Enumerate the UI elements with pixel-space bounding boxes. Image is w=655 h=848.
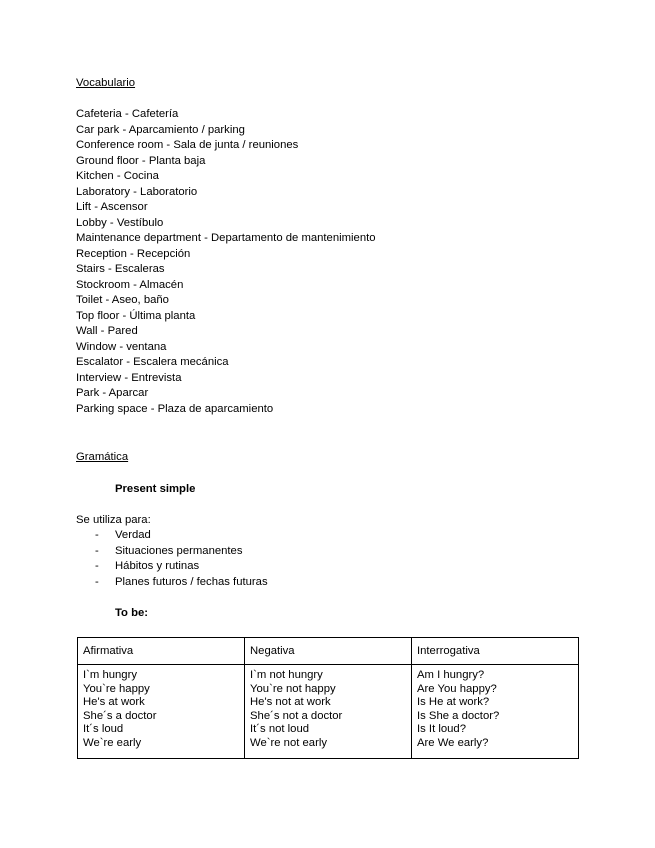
- usage-item: [76, 544, 268, 560]
- vocab-item: Park - Aparcar: [76, 387, 149, 399]
- vocab-item: Car park - Aparcamiento / parking: [76, 123, 245, 136]
- header-interrogativa: Interrogativa: [412, 638, 579, 665]
- usage-item-text: Planes futuros / fechas futuras: [115, 575, 268, 588]
- bullet-dash: -: [95, 560, 99, 572]
- afirmativa-cell: [78, 665, 245, 759]
- table-cell-line: Are You happy?: [417, 682, 497, 695]
- vocabulary-heading: Vocabulario: [76, 77, 136, 89]
- header-negativa: Negativa: [245, 638, 412, 665]
- table-cell-line: You`re not happy: [250, 682, 336, 695]
- usage-item-text: Verdad: [115, 529, 151, 541]
- table-cell-line: You`re happy: [83, 682, 150, 695]
- vocab-item: Conference room - Sala de junta / reuniones: [76, 139, 299, 151]
- table-cell-line: I`m hungry: [83, 669, 137, 681]
- vocab-item: Wall - Pared: [76, 325, 138, 337]
- vocab-item: Reception - Recepción: [76, 247, 191, 260]
- vocab-item: Escalator - Escalera mecánica: [76, 356, 229, 368]
- table-cell-line: It´s loud: [83, 723, 124, 735]
- vocab-item: Laboratory - Laboratorio: [76, 185, 198, 198]
- table-cell-line: Is He at work?: [417, 696, 490, 708]
- vocab-item: Interview - Entrevista: [76, 371, 182, 384]
- usage-intro: Se utiliza para:: [76, 514, 151, 526]
- vocab-item: Stockroom - Almacén: [76, 278, 184, 291]
- header-afirmativa: Afirmativa: [78, 638, 245, 665]
- to-be-table: [77, 637, 579, 759]
- table-cell-line: It´s not loud: [250, 723, 310, 735]
- bullet-dash: -: [95, 575, 99, 588]
- usage-item: [76, 575, 268, 591]
- table-cell-line: He's not at work: [250, 696, 331, 708]
- vocab-item: Top floor - Última planta: [76, 309, 196, 322]
- vocab-item: Stairs - Escaleras: [76, 263, 165, 275]
- vocab-item: Lobby - Vestíbulo: [76, 216, 164, 229]
- to-be-heading: To be:: [115, 607, 149, 619]
- usage-item-text: Situaciones permanentes: [115, 544, 243, 557]
- table-cell-line: Are We early?: [417, 736, 489, 749]
- usage-item: [76, 559, 268, 575]
- vocab-item: Toilet - Aseo, baño: [76, 294, 169, 306]
- vocab-item: Ground floor - Planta baja: [76, 154, 206, 167]
- table-cell-line: I`m not hungry: [250, 669, 323, 681]
- vocab-item: Kitchen - Cocina: [76, 170, 159, 182]
- vocabulary-list: [76, 107, 376, 417]
- table-cell-line: She´s a doctor: [83, 709, 157, 722]
- table-cell-line: She´s not a doctor: [250, 709, 343, 722]
- bullet-dash: -: [95, 529, 99, 541]
- table-cell-line: Am I hungry?: [417, 669, 485, 681]
- bullet-dash: -: [95, 544, 99, 557]
- table-cell-line: Is It loud?: [417, 723, 466, 735]
- table-cell-line: Is She a doctor?: [417, 709, 500, 722]
- interrogativa-cell: [412, 665, 579, 759]
- usage-list: [76, 528, 268, 590]
- table-cell-line: He's at work: [83, 696, 145, 708]
- usage-item-text: Hábitos y rutinas: [115, 560, 200, 572]
- table-cell-line: We`re not early: [250, 736, 328, 749]
- negativa-cell: [245, 665, 412, 759]
- grammar-heading: Gramática: [76, 451, 129, 463]
- present-simple-heading: Present simple: [115, 483, 196, 495]
- vocab-item: Lift - Ascensor: [76, 201, 148, 213]
- vocab-item: Window - ventana: [76, 340, 167, 353]
- vocab-item: Parking space - Plaza de aparcamiento: [76, 402, 274, 415]
- usage-item: [76, 528, 268, 544]
- vocab-item: Maintenance department - Departamento de mantenimiento: [76, 232, 376, 244]
- table-header-row: [78, 638, 579, 665]
- table-row: [78, 665, 579, 759]
- vocab-item: Cafeteria - Cafetería: [76, 108, 179, 120]
- table-cell-line: We`re early: [83, 736, 142, 749]
